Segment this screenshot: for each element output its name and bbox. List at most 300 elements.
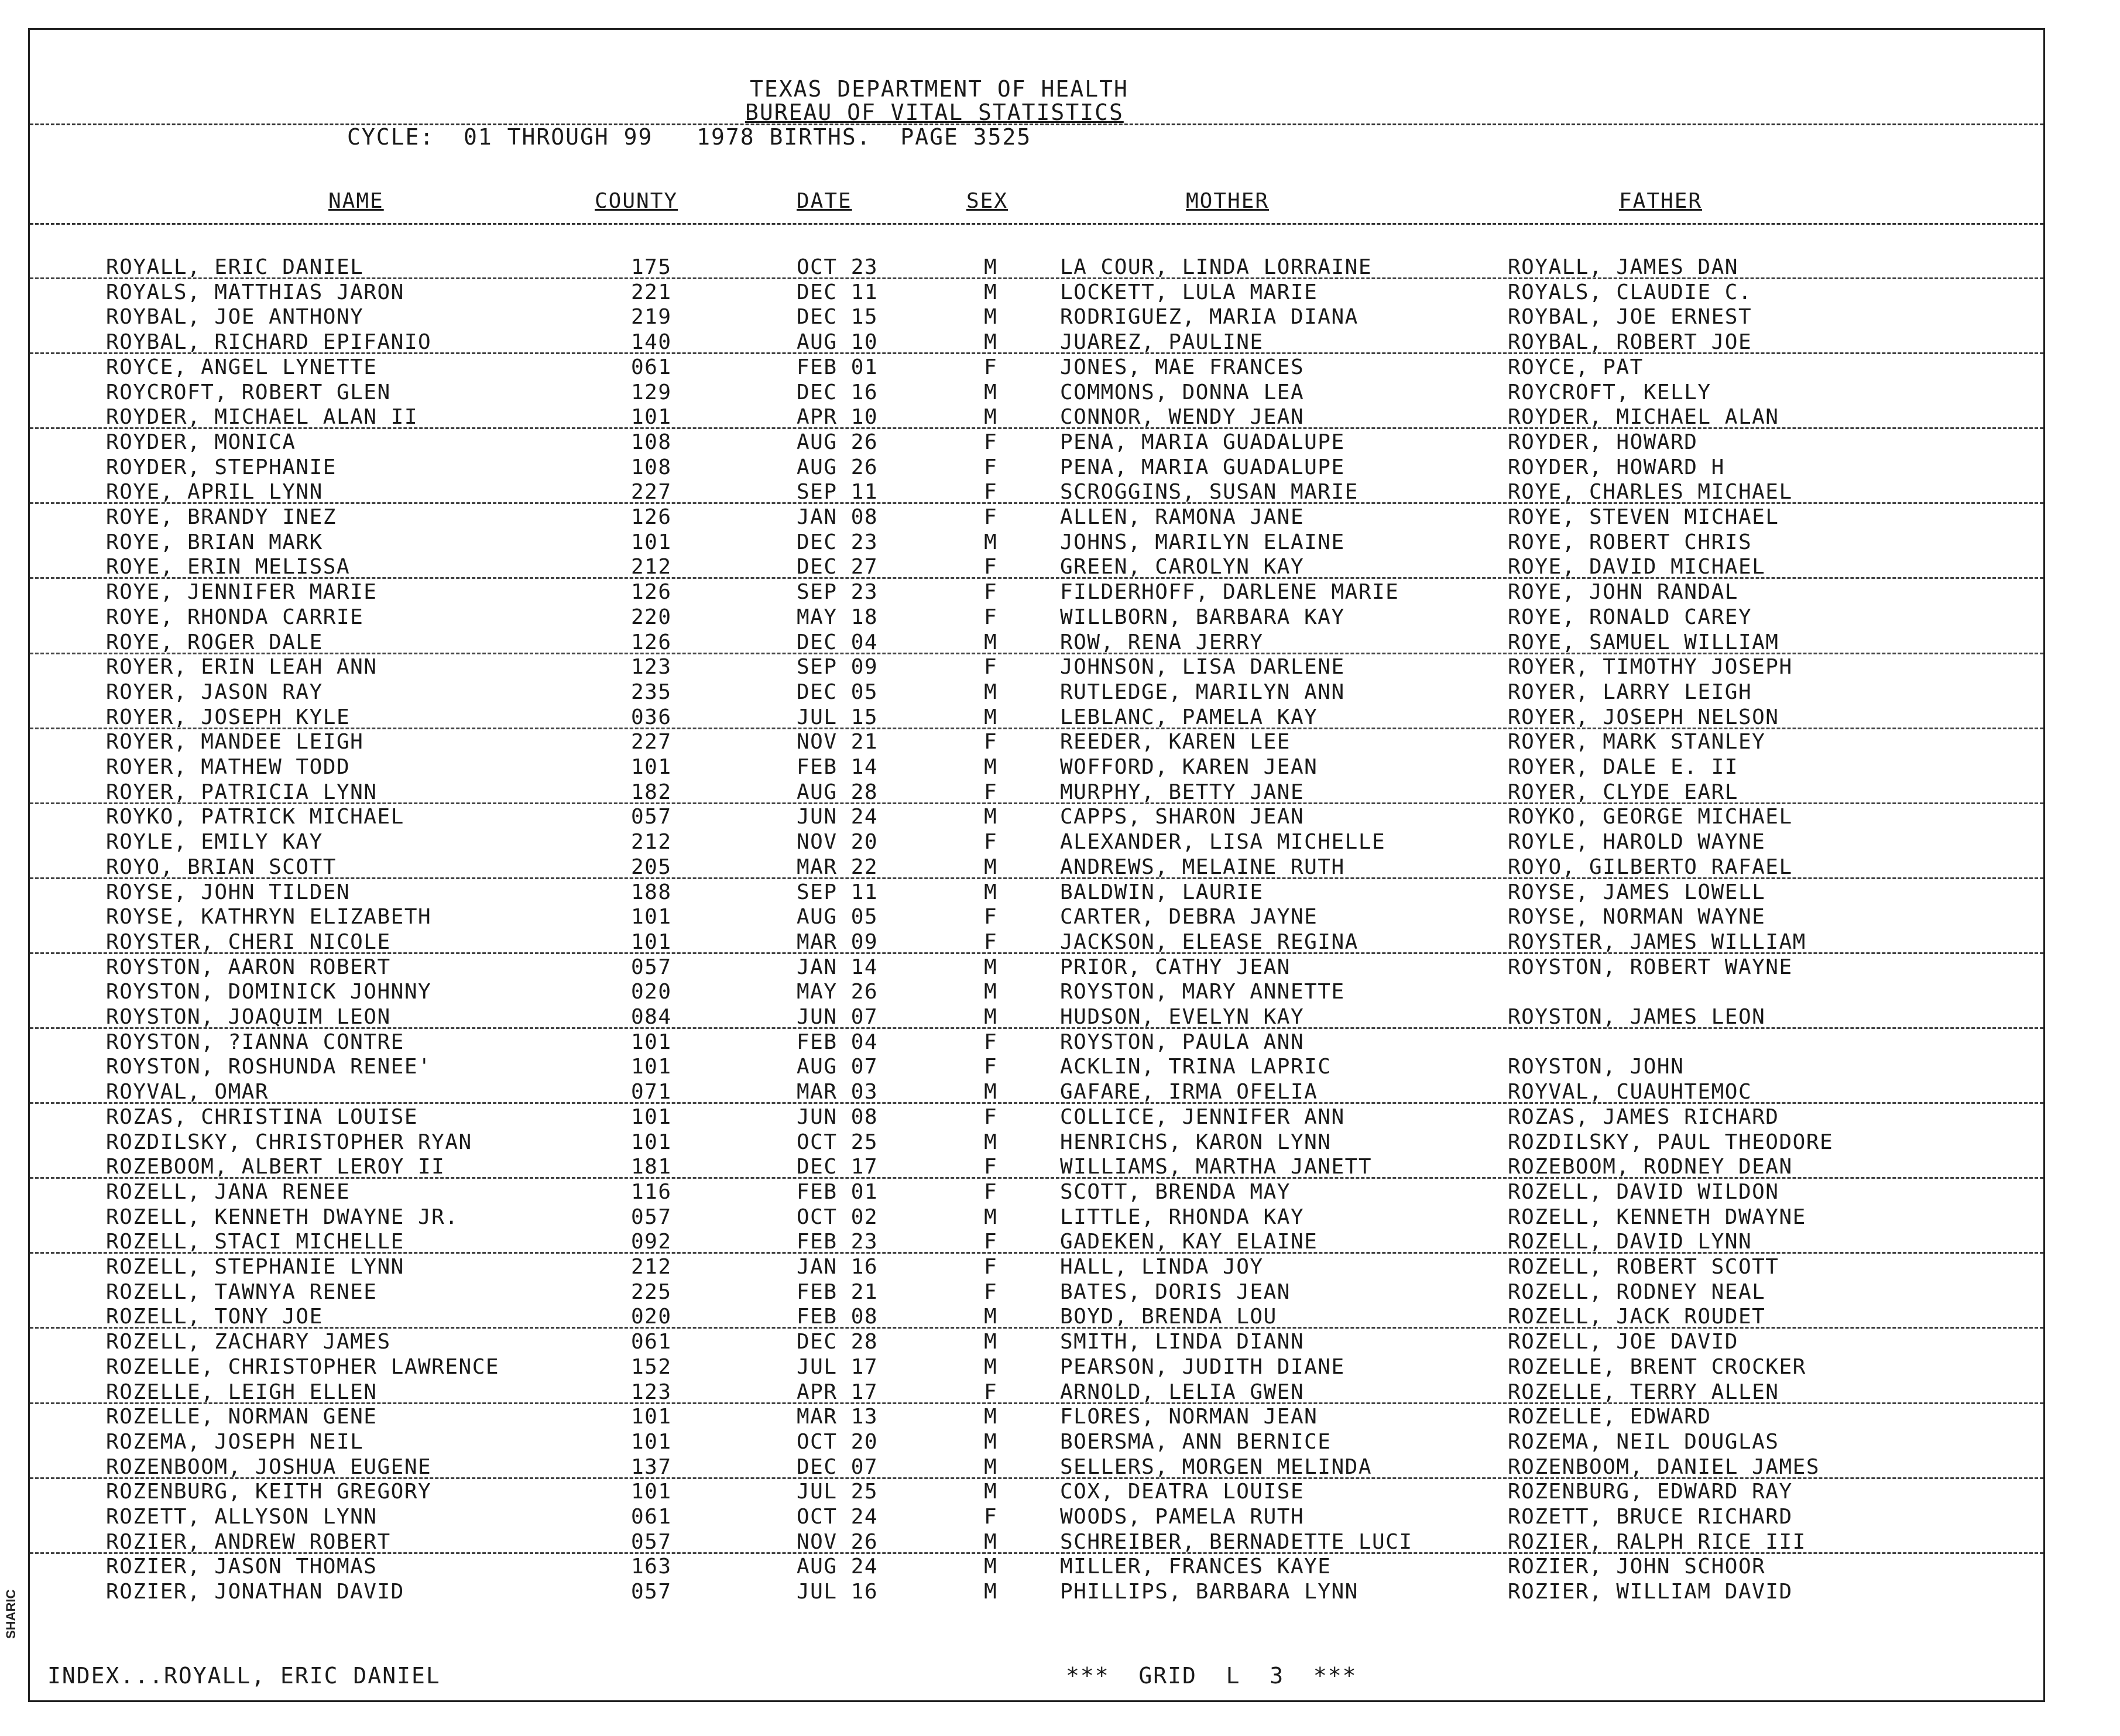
cell-county: 020 (631, 980, 672, 1004)
cell-father: ROZELLE, TERRY ALLEN (1508, 1380, 1779, 1404)
cell-father: ROYVAL, CUAUHTEMOC (1508, 1080, 1752, 1104)
cell-county: 163 (631, 1555, 672, 1579)
cell-sex: M (984, 1454, 998, 1479)
table-row (30, 1280, 2043, 1305)
table-row (30, 1005, 2043, 1030)
cell-name: ROZELLE, LEIGH ELLEN (106, 1380, 378, 1404)
cell-sex: M (984, 1354, 998, 1379)
cell-mother: WILLIAMS, MARTHA JANETT (1060, 1155, 1372, 1179)
footer-index: INDEX...ROYALL, ERIC DANIEL (47, 1663, 441, 1689)
cell-county: 057 (631, 955, 672, 979)
cell-mother: CAPPS, SHARON JEAN (1060, 805, 1305, 829)
cell-sex: M (984, 1080, 998, 1104)
row-divider (30, 1027, 2043, 1029)
table-row (30, 955, 2043, 980)
row-divider (30, 1552, 2043, 1554)
cell-name: ROZAS, CHRISTINA LOUISE (106, 1104, 418, 1129)
cell-name: ROYSE, JOHN TILDEN (106, 880, 351, 904)
table-row (30, 530, 2043, 555)
table-row (30, 255, 2043, 280)
cell-mother: GADEKEN, KAY ELAINE (1060, 1230, 1318, 1254)
cell-date: DEC 04 (797, 630, 879, 654)
cell-father: ROYLE, HAROLD WAYNE (1508, 830, 1766, 855)
cell-name: ROYSTON, AARON ROBERT (106, 955, 391, 979)
cell-name: ROYVAL, OMAR (106, 1080, 269, 1104)
cell-county: 188 (631, 880, 672, 904)
cell-sex: F (984, 430, 998, 454)
table-row (30, 1480, 2043, 1504)
cell-county: 101 (631, 1480, 672, 1504)
cell-father: ROZELLE, EDWARD (1508, 1405, 1711, 1429)
header-agency: TEXAS DEPARTMENT OF HEALTH (750, 76, 1128, 102)
cell-mother: SCOTT, BRENDA MAY (1060, 1179, 1291, 1204)
table-row (30, 580, 2043, 605)
row-divider (30, 502, 2043, 504)
cell-name: ROYER, JASON RAY (106, 680, 323, 704)
cell-name: ROYBAL, RICHARD EPIFANIO (106, 330, 432, 355)
cell-sex: F (984, 1230, 998, 1254)
cell-father: ROZELLE, BRENT CROCKER (1508, 1354, 1806, 1379)
cell-name: ROZDILSKY, CHRISTOPHER RYAN (106, 1130, 472, 1154)
cell-father: ROYDER, HOWARD H (1508, 455, 1725, 479)
header-bureau: BUREAU OF VITAL STATISTICS (745, 100, 1124, 125)
row-divider (30, 1102, 2043, 1104)
cell-sex: F (984, 605, 998, 629)
cell-name: ROYDER, MONICA (106, 430, 296, 454)
cell-mother: ROYSTON, PAULA ANN (1060, 1030, 1305, 1054)
cell-date: MAR 09 (797, 929, 879, 954)
cell-sex: F (984, 1055, 998, 1079)
cell-name: ROZEBOOM, ALBERT LEROY II (106, 1155, 445, 1179)
cell-date: DEC 17 (797, 1155, 879, 1179)
cell-county: 227 (631, 730, 672, 754)
cell-mother: LITTLE, RHONDA KAY (1060, 1205, 1305, 1229)
cell-mother: MILLER, FRANCES KAYE (1060, 1555, 1332, 1579)
cell-name: ROYALS, MATTHIAS JARON (106, 280, 404, 304)
cell-mother: COLLICE, JENNIFER ANN (1060, 1104, 1345, 1129)
cell-sex: M (984, 1130, 998, 1154)
cell-county: 175 (631, 255, 672, 279)
table-row (30, 280, 2043, 305)
cell-date: MAR 13 (797, 1405, 879, 1429)
cell-sex: M (984, 1330, 998, 1354)
header-cycle: CYCLE: 01 THROUGH 99 1978 BIRTHS. PAGE 3525 (347, 124, 1032, 150)
cell-sex: F (984, 455, 998, 479)
cell-date: SEP 11 (797, 880, 879, 904)
table-row (30, 905, 2043, 929)
cell-date: DEC 07 (797, 1454, 879, 1479)
cell-date: JUL 17 (797, 1354, 879, 1379)
cell-mother: MURPHY, BETTY JANE (1060, 780, 1305, 804)
table-row (30, 755, 2043, 780)
cell-county: 123 (631, 1380, 672, 1404)
cell-county: 057 (631, 1529, 672, 1554)
cell-name: ROYE, ERIN MELISSA (106, 555, 351, 579)
cell-date: JUN 08 (797, 1104, 879, 1129)
cell-father: ROYER, MARK STANLEY (1508, 730, 1766, 754)
cell-name: ROYCE, ANGEL LYNETTE (106, 355, 378, 379)
cell-name: ROZELL, ZACHARY JAMES (106, 1330, 391, 1354)
cell-date: JAN 16 (797, 1255, 879, 1279)
cell-mother: PHILLIPS, BARBARA LYNN (1060, 1580, 1359, 1604)
cell-mother: SMITH, LINDA DIANN (1060, 1330, 1305, 1354)
column-header-father: FATHER (1619, 189, 1703, 213)
cell-name: ROYCROFT, ROBERT GLEN (106, 380, 391, 404)
table-row (30, 680, 2043, 705)
cell-county: 071 (631, 1080, 672, 1104)
cell-sex: F (984, 480, 998, 505)
cell-sex: F (984, 1380, 998, 1404)
cell-date: MAR 03 (797, 1080, 879, 1104)
cell-mother: HUDSON, EVELYN KAY (1060, 1005, 1305, 1029)
cell-father: ROYE, JOHN RANDAL (1508, 580, 1738, 605)
row-divider (30, 952, 2043, 954)
cell-name: ROYSTON, DOMINICK JOHNNY (106, 980, 432, 1004)
cell-county: 036 (631, 705, 672, 729)
cell-father: ROYDER, HOWARD (1508, 430, 1698, 454)
table-row (30, 555, 2043, 579)
cell-name: ROYER, PATRICIA LYNN (106, 780, 378, 804)
row-divider (30, 577, 2043, 579)
cell-sex: F (984, 730, 998, 754)
cell-father: ROYE, SAMUEL WILLIAM (1508, 630, 1779, 654)
cell-date: AUG 26 (797, 430, 879, 454)
cell-name: ROZIER, JONATHAN DAVID (106, 1580, 404, 1604)
cell-county: 101 (631, 1055, 672, 1079)
cell-date: OCT 24 (797, 1505, 879, 1529)
cell-name: ROYLE, EMILY KAY (106, 830, 323, 855)
cell-father: ROYSE, NORMAN WAYNE (1508, 905, 1766, 929)
footer-grid: *** GRID L 3 *** (1066, 1663, 1357, 1689)
cell-county: 123 (631, 655, 672, 680)
cell-mother: BOYD, BRENDA LOU (1060, 1305, 1277, 1329)
table-row (30, 380, 2043, 405)
cell-sex: M (984, 380, 998, 404)
cell-sex: M (984, 630, 998, 654)
column-header-county: COUNTY (595, 189, 678, 213)
row-divider (30, 653, 2043, 654)
cell-name: ROYDER, STEPHANIE (106, 455, 337, 479)
cell-father: ROZDILSKY, PAUL THEODORE (1508, 1130, 1834, 1154)
table-row (30, 405, 2043, 430)
cell-father: ROYER, JOSEPH NELSON (1508, 705, 1779, 729)
table-row (30, 1580, 2043, 1604)
cell-county: 101 (631, 530, 672, 554)
cell-sex: F (984, 1155, 998, 1179)
column-header-sex: SEX (966, 189, 1008, 213)
ledger-page (28, 28, 2045, 1702)
cell-county: 212 (631, 1255, 672, 1279)
cell-county: 108 (631, 430, 672, 454)
cell-mother: LOCKETT, LULA MARIE (1060, 280, 1318, 304)
cell-name: ROYE, BRIAN MARK (106, 530, 323, 554)
cell-father: ROYE, ROBERT CHRIS (1508, 530, 1752, 554)
cell-name: ROZELLE, CHRISTOPHER LAWRENCE (106, 1354, 500, 1379)
cell-county: 101 (631, 1405, 672, 1429)
cell-father: ROYER, TIMOTHY JOSEPH (1508, 655, 1793, 680)
cell-father: ROYER, DALE E. II (1508, 755, 1738, 779)
cell-name: ROZIER, ANDREW ROBERT (106, 1529, 391, 1554)
cell-date: FEB 08 (797, 1305, 879, 1329)
cell-name: ROYE, JENNIFER MARIE (106, 580, 378, 605)
cell-mother: ACKLIN, TRINA LAPRIC (1060, 1055, 1332, 1079)
cell-mother: GREEN, CAROLYN KAY (1060, 555, 1305, 579)
row-divider (30, 1477, 2043, 1479)
cell-county: 225 (631, 1279, 672, 1304)
table-row (30, 480, 2043, 505)
cell-county: 181 (631, 1155, 672, 1179)
table-row (30, 1180, 2043, 1205)
cell-date: AUG 10 (797, 330, 879, 355)
cell-date: DEC 28 (797, 1330, 879, 1354)
cell-name: ROYER, MATHEW TODD (106, 755, 351, 779)
cell-mother: JOHNSON, LISA DARLENE (1060, 655, 1345, 680)
cell-sex: F (984, 905, 998, 929)
cell-sex: M (984, 255, 998, 279)
column-header-name: NAME (328, 189, 384, 213)
row-divider (30, 802, 2043, 804)
table-row (30, 1380, 2043, 1405)
cell-county: 205 (631, 855, 672, 879)
cell-mother: WOFFORD, KAREN JEAN (1060, 755, 1318, 779)
cell-county: 101 (631, 1429, 672, 1454)
table-row (30, 980, 2043, 1004)
cell-mother: REEDER, KAREN LEE (1060, 730, 1291, 754)
cell-name: ROYE, RHONDA CARRIE (106, 605, 364, 629)
cell-father: ROYE, DAVID MICHAEL (1508, 555, 1766, 579)
table-row (30, 1505, 2043, 1529)
cell-mother: SCHREIBER, BERNADETTE LUCI (1060, 1529, 1413, 1554)
cell-mother: BATES, DORIS JEAN (1060, 1279, 1291, 1304)
cell-sex: M (984, 1005, 998, 1029)
cell-mother: ALLEN, RAMONA JANE (1060, 505, 1305, 529)
cell-date: FEB 01 (797, 355, 879, 379)
cell-father: ROZEMA, NEIL DOUGLAS (1508, 1429, 1779, 1454)
cell-mother: ALEXANDER, LISA MICHELLE (1060, 830, 1386, 855)
table-row (30, 455, 2043, 480)
row-divider (30, 728, 2043, 729)
cell-date: OCT 23 (797, 255, 879, 279)
cell-date: DEC 15 (797, 305, 879, 330)
cell-sex: F (984, 1255, 998, 1279)
cell-sex: M (984, 405, 998, 430)
cell-father: ROYER, LARRY LEIGH (1508, 680, 1752, 704)
table-row (30, 1155, 2043, 1179)
cell-county: 092 (631, 1230, 672, 1254)
cell-county: 227 (631, 480, 672, 505)
cell-father: ROZELL, DAVID LYNN (1508, 1230, 1752, 1254)
cell-county: 126 (631, 580, 672, 605)
cell-name: ROZELL, STEPHANIE LYNN (106, 1255, 404, 1279)
table-row (30, 880, 2043, 905)
cell-county: 061 (631, 355, 672, 379)
cell-sex: F (984, 555, 998, 579)
cell-county: 212 (631, 555, 672, 579)
cell-date: FEB 01 (797, 1179, 879, 1204)
cell-sex: M (984, 805, 998, 829)
cell-county: 057 (631, 805, 672, 829)
cell-mother: ARNOLD, LELIA GWEN (1060, 1380, 1305, 1404)
cell-father: ROZENBURG, EDWARD RAY (1508, 1480, 1793, 1504)
cell-county: 057 (631, 1580, 672, 1604)
cell-father: ROYSTER, JAMES WILLIAM (1508, 929, 1806, 954)
cell-date: JUN 24 (797, 805, 879, 829)
cell-date: JUL 15 (797, 705, 879, 729)
cell-date: DEC 27 (797, 555, 879, 579)
side-label: SHARIC (4, 1589, 18, 1639)
cell-father: ROYKO, GEORGE MICHAEL (1508, 805, 1793, 829)
cell-date: APR 10 (797, 405, 879, 430)
cell-name: ROYER, JOSEPH KYLE (106, 705, 351, 729)
cell-mother: CARTER, DEBRA JAYNE (1060, 905, 1318, 929)
cell-mother: LEBLANC, PAMELA KAY (1060, 705, 1318, 729)
cell-date: AUG 05 (797, 905, 879, 929)
cell-name: ROZENBURG, KEITH GREGORY (106, 1480, 432, 1504)
table-row (30, 505, 2043, 530)
table-row (30, 1130, 2043, 1155)
cell-date: OCT 25 (797, 1130, 879, 1154)
cell-date: FEB 04 (797, 1030, 879, 1054)
cell-father: ROZAS, JAMES RICHARD (1508, 1104, 1779, 1129)
cell-date: JUL 16 (797, 1580, 879, 1604)
cell-county: 212 (631, 830, 672, 855)
cell-mother: JONES, MAE FRANCES (1060, 355, 1305, 379)
cell-mother: PENA, MARIA GUADALUPE (1060, 430, 1345, 454)
cell-name: ROYSE, KATHRYN ELIZABETH (106, 905, 432, 929)
cell-father: ROZELL, RODNEY NEAL (1508, 1279, 1766, 1304)
cell-mother: BALDWIN, LAURIE (1060, 880, 1264, 904)
cell-date: OCT 20 (797, 1429, 879, 1454)
cell-father: ROZIER, WILLIAM DAVID (1508, 1580, 1793, 1604)
cell-father: ROYSTON, JOHN (1508, 1055, 1685, 1079)
table-row (30, 655, 2043, 680)
table-row (30, 1330, 2043, 1354)
cell-father: ROYCE, PAT (1508, 355, 1644, 379)
cell-name: ROYSTON, JOAQUIM LEON (106, 1005, 391, 1029)
cell-name: ROZELL, JANA RENEE (106, 1179, 351, 1204)
cell-mother: WILLBORN, BARBARA KAY (1060, 605, 1345, 629)
cell-sex: M (984, 330, 998, 355)
cell-name: ROYSTON, ROSHUNDA RENEE' (106, 1055, 432, 1079)
cell-father: ROYE, RONALD CAREY (1508, 605, 1752, 629)
cell-name: ROYALL, ERIC DANIEL (106, 255, 364, 279)
cell-father: ROZENBOOM, DANIEL JAMES (1508, 1454, 1820, 1479)
cell-county: 182 (631, 780, 672, 804)
cell-name: ROYER, ERIN LEAH ANN (106, 655, 378, 680)
cell-sex: M (984, 880, 998, 904)
cell-date: FEB 21 (797, 1279, 879, 1304)
cell-county: 137 (631, 1454, 672, 1479)
cell-date: DEC 11 (797, 280, 879, 304)
cell-name: ROZENBOOM, JOSHUA EUGENE (106, 1454, 432, 1479)
cell-father: ROZELL, JOE DAVID (1508, 1330, 1738, 1354)
table-row (30, 605, 2043, 630)
cell-sex: M (984, 1580, 998, 1604)
cell-sex: F (984, 1505, 998, 1529)
cell-sex: M (984, 280, 998, 304)
cell-county: 101 (631, 1130, 672, 1154)
cell-mother: JOHNS, MARILYN ELAINE (1060, 530, 1345, 554)
cell-father: ROZELL, JACK ROUDET (1508, 1305, 1766, 1329)
cell-sex: F (984, 780, 998, 804)
cell-father: ROZIER, RALPH RICE III (1508, 1529, 1806, 1554)
cell-date: AUG 28 (797, 780, 879, 804)
table-row (30, 780, 2043, 805)
cell-sex: M (984, 980, 998, 1004)
cell-name: ROYDER, MICHAEL ALAN II (106, 405, 418, 430)
cell-mother: SELLERS, MORGEN MELINDA (1060, 1454, 1372, 1479)
table-row (30, 330, 2043, 355)
cell-date: MAY 26 (797, 980, 879, 1004)
cell-date: DEC 05 (797, 680, 879, 704)
table-row (30, 305, 2043, 330)
cell-sex: M (984, 305, 998, 330)
cell-name: ROZELL, TAWNYA RENEE (106, 1279, 378, 1304)
cell-mother: SCROGGINS, SUSAN MARIE (1060, 480, 1359, 505)
cell-county: 152 (631, 1354, 672, 1379)
cell-father: ROZELL, DAVID WILDON (1508, 1179, 1779, 1204)
cell-mother: FLORES, NORMAN JEAN (1060, 1405, 1318, 1429)
cell-father: ROZEBOOM, RODNEY DEAN (1508, 1155, 1793, 1179)
cell-county: 221 (631, 280, 672, 304)
cell-sex: F (984, 580, 998, 605)
cell-date: MAY 18 (797, 605, 879, 629)
row-divider (30, 427, 2043, 429)
cell-county: 219 (631, 305, 672, 330)
cell-father: ROYDER, MICHAEL ALAN (1508, 405, 1779, 430)
table-row (30, 1455, 2043, 1480)
column-header-date: DATE (797, 189, 852, 213)
cell-mother: PEARSON, JUDITH DIANE (1060, 1354, 1345, 1379)
table-row (30, 630, 2043, 655)
cell-name: ROYE, BRANDY INEZ (106, 505, 337, 529)
table-row (30, 430, 2043, 455)
cell-mother: LA COUR, LINDA LORRAINE (1060, 255, 1372, 279)
cell-date: AUG 24 (797, 1555, 879, 1579)
cell-father: ROYALL, JAMES DAN (1508, 255, 1738, 279)
cell-name: ROZELLE, NORMAN GENE (106, 1405, 378, 1429)
cell-sex: M (984, 705, 998, 729)
cell-sex: M (984, 855, 998, 879)
cell-sex: F (984, 505, 998, 529)
cell-father: ROYCROFT, KELLY (1508, 380, 1711, 404)
cell-mother: COX, DEATRA LOUISE (1060, 1480, 1305, 1504)
cell-mother: WOODS, PAMELA RUTH (1060, 1505, 1305, 1529)
cell-mother: RUTLEDGE, MARILYN ANN (1060, 680, 1345, 704)
cell-mother: ANDREWS, MELAINE RUTH (1060, 855, 1345, 879)
cell-county: 235 (631, 680, 672, 704)
cell-name: ROYSTON, ?IANNA CONTRE (106, 1030, 404, 1054)
cell-name: ROYE, APRIL LYNN (106, 480, 323, 505)
cell-father: ROZELL, ROBERT SCOTT (1508, 1255, 1779, 1279)
table-row (30, 1430, 2043, 1454)
cell-sex: F (984, 830, 998, 855)
cell-sex: F (984, 1279, 998, 1304)
cell-mother: FILDERHOFF, DARLENE MARIE (1060, 580, 1399, 605)
cell-name: ROZELL, TONY JOE (106, 1305, 323, 1329)
table-row (30, 1555, 2043, 1579)
cell-date: APR 17 (797, 1380, 879, 1404)
cell-father: ROYALS, CLAUDIE C. (1508, 280, 1752, 304)
cell-name: ROZIER, JASON THOMAS (106, 1555, 378, 1579)
table-row (30, 930, 2043, 955)
cell-date: SEP 23 (797, 580, 879, 605)
cell-date: SEP 09 (797, 655, 879, 680)
cell-mother: ROYSTON, MARY ANNETTE (1060, 980, 1345, 1004)
cell-county: 057 (631, 1205, 672, 1229)
cell-date: AUG 26 (797, 455, 879, 479)
cell-mother: RODRIGUEZ, MARIA DIANA (1060, 305, 1359, 330)
